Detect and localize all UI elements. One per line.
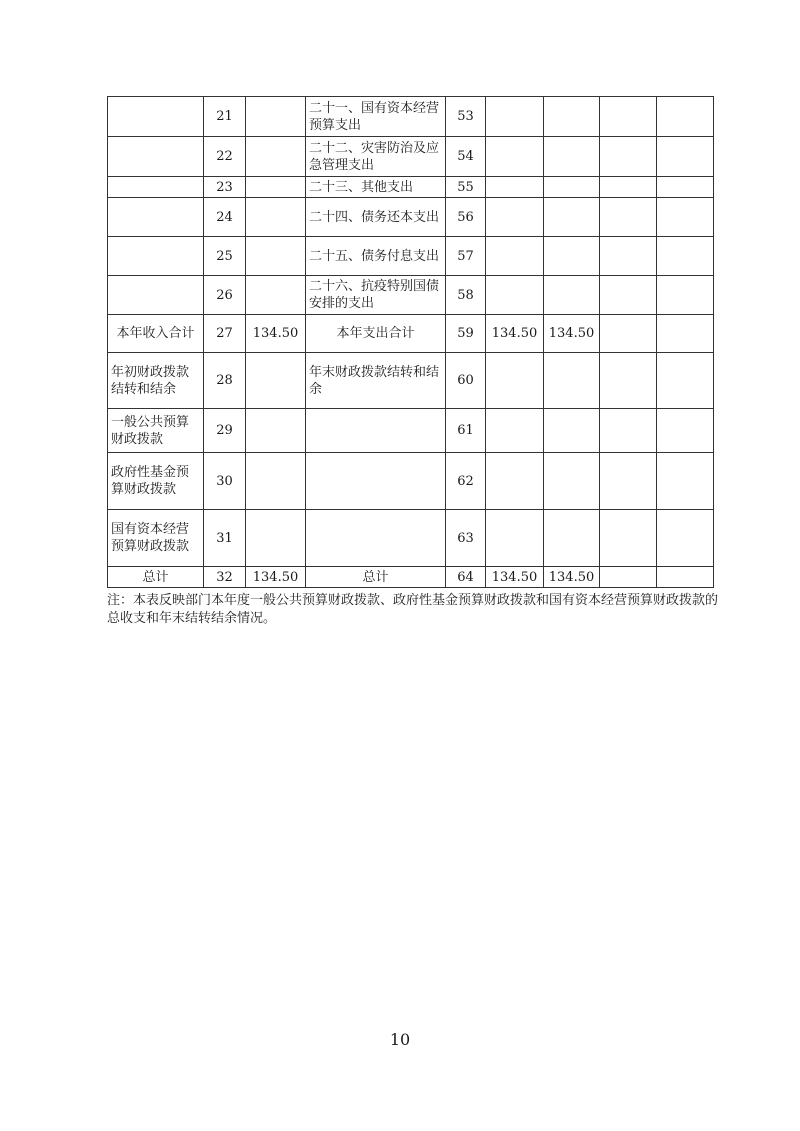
expense-line-cell: 63 xyxy=(446,510,486,567)
expense-state-capital-cell xyxy=(657,177,714,198)
expense-general-budget-cell xyxy=(544,198,600,237)
expense-line-cell: 54 xyxy=(446,137,486,177)
expense-item-cell: 二十六、抗疫特别国债安排的支出 xyxy=(306,276,446,315)
income-line-cell: 22 xyxy=(204,137,246,177)
expense-line-cell: 64 xyxy=(446,567,486,588)
income-item-cell: 一般公共预算财政拨款 xyxy=(108,409,204,453)
table-note: 注：本表反映部门本年度一般公共预算财政拨款、政府性基金预算财政拨款和国有资本经营预算财政拨款的总收支和年末结转结余情况。 xyxy=(107,593,719,626)
income-item-cell: 本年收入合计 xyxy=(108,315,204,353)
expense-total-cell xyxy=(486,177,544,198)
expense-general-budget-cell: 134.50 xyxy=(544,567,600,588)
expense-general-budget-cell xyxy=(544,510,600,567)
income-item-cell: 政府性基金预算财政拨款 xyxy=(108,453,204,510)
income-amount-cell xyxy=(246,409,306,453)
table-row xyxy=(108,137,714,177)
expense-general-budget-cell xyxy=(544,137,600,177)
table-row xyxy=(108,409,714,453)
expense-item-cell: 二十一、国有资本经营预算支出 xyxy=(306,97,446,137)
expense-line-cell: 53 xyxy=(446,97,486,137)
expense-state-capital-cell xyxy=(657,353,714,409)
expense-fund-budget-cell xyxy=(600,137,657,177)
expense-item-cell: 二十二、灾害防治及应急管理支出 xyxy=(306,137,446,177)
income-line-cell: 29 xyxy=(204,409,246,453)
expense-state-capital-cell xyxy=(657,453,714,510)
expense-line-cell: 57 xyxy=(446,237,486,276)
income-amount-cell xyxy=(246,510,306,567)
income-line-cell: 27 xyxy=(204,315,246,353)
expense-general-budget-cell xyxy=(544,353,600,409)
expense-fund-budget-cell xyxy=(600,198,657,237)
expense-item-cell xyxy=(306,510,446,567)
income-line-cell: 32 xyxy=(204,567,246,588)
expense-total-cell xyxy=(486,276,544,315)
expense-fund-budget-cell xyxy=(600,97,657,137)
expense-item-cell xyxy=(306,453,446,510)
expense-total-cell xyxy=(486,237,544,276)
expense-line-cell: 59 xyxy=(446,315,486,353)
expense-state-capital-cell xyxy=(657,97,714,137)
income-item-cell xyxy=(108,137,204,177)
income-amount-cell xyxy=(246,276,306,315)
expense-item-cell: 本年支出合计 xyxy=(306,315,446,353)
income-item-cell xyxy=(108,198,204,237)
expense-general-budget-cell xyxy=(544,453,600,510)
expense-state-capital-cell xyxy=(657,276,714,315)
income-line-cell: 23 xyxy=(204,177,246,198)
expense-fund-budget-cell xyxy=(600,237,657,276)
income-item-cell: 国有资本经营预算财政拨款 xyxy=(108,510,204,567)
expense-fund-budget-cell xyxy=(600,177,657,198)
expense-total-cell: 134.50 xyxy=(486,315,544,353)
expense-state-capital-cell xyxy=(657,409,714,453)
expense-line-cell: 55 xyxy=(446,177,486,198)
expense-item-cell: 二十五、债务付息支出 xyxy=(306,237,446,276)
expense-total-cell xyxy=(486,198,544,237)
table-row xyxy=(108,453,714,510)
expense-total-cell xyxy=(486,137,544,177)
expense-general-budget-cell xyxy=(544,97,600,137)
income-amount-cell xyxy=(246,177,306,198)
expense-general-budget-cell xyxy=(544,276,600,315)
expense-total-cell xyxy=(486,510,544,567)
expense-general-budget-cell xyxy=(544,177,600,198)
table-row xyxy=(108,177,714,198)
table-row xyxy=(108,510,714,567)
expense-line-cell: 56 xyxy=(446,198,486,237)
expense-fund-budget-cell xyxy=(600,276,657,315)
income-item-cell xyxy=(108,177,204,198)
expense-state-capital-cell xyxy=(657,198,714,237)
expense-state-capital-cell xyxy=(657,567,714,588)
income-item-cell xyxy=(108,276,204,315)
expense-total-cell xyxy=(486,409,544,453)
expense-total-cell xyxy=(486,353,544,409)
table-row xyxy=(108,276,714,315)
income-line-cell: 21 xyxy=(204,97,246,137)
income-line-cell: 24 xyxy=(204,198,246,237)
income-item-cell xyxy=(108,237,204,276)
income-line-cell: 26 xyxy=(204,276,246,315)
expense-item-cell: 二十四、债务还本支出 xyxy=(306,198,446,237)
income-amount-cell: 134.50 xyxy=(246,567,306,588)
expense-fund-budget-cell xyxy=(600,353,657,409)
expense-fund-budget-cell xyxy=(600,567,657,588)
expense-fund-budget-cell xyxy=(600,453,657,510)
table-row xyxy=(108,97,714,137)
expense-line-cell: 61 xyxy=(446,409,486,453)
table-row xyxy=(108,237,714,276)
income-item-cell xyxy=(108,97,204,137)
income-line-cell: 31 xyxy=(204,510,246,567)
budget-table-body xyxy=(108,97,714,588)
expense-general-budget-cell: 134.50 xyxy=(544,315,600,353)
table-row xyxy=(108,567,714,588)
income-amount-cell xyxy=(246,453,306,510)
expense-line-cell: 58 xyxy=(446,276,486,315)
expense-line-cell: 62 xyxy=(446,453,486,510)
income-amount-cell xyxy=(246,353,306,409)
income-amount-cell: 134.50 xyxy=(246,315,306,353)
expense-item-cell: 年末财政拨款结转和结余 xyxy=(306,353,446,409)
expense-general-budget-cell xyxy=(544,409,600,453)
income-line-cell: 30 xyxy=(204,453,246,510)
expense-state-capital-cell xyxy=(657,315,714,353)
table-row xyxy=(108,353,714,409)
page-number: 10 xyxy=(389,1030,411,1049)
expense-total-cell xyxy=(486,97,544,137)
income-line-cell: 25 xyxy=(204,237,246,276)
income-item-cell: 年初财政拨款结转和结余 xyxy=(108,353,204,409)
expense-item-cell: 总计 xyxy=(306,567,446,588)
expense-total-cell xyxy=(486,453,544,510)
table-row xyxy=(108,198,714,237)
table-row xyxy=(108,315,714,353)
income-amount-cell xyxy=(246,237,306,276)
expense-state-capital-cell xyxy=(657,137,714,177)
expense-general-budget-cell xyxy=(544,237,600,276)
expense-state-capital-cell xyxy=(657,510,714,567)
expense-fund-budget-cell xyxy=(600,315,657,353)
expense-item-cell: 二十三、其他支出 xyxy=(306,177,446,198)
expense-item-cell xyxy=(306,409,446,453)
budget-table xyxy=(107,96,714,588)
expense-total-cell: 134.50 xyxy=(486,567,544,588)
income-item-cell: 总计 xyxy=(108,567,204,588)
income-line-cell: 28 xyxy=(204,353,246,409)
expense-state-capital-cell xyxy=(657,237,714,276)
expense-fund-budget-cell xyxy=(600,409,657,453)
expense-line-cell: 60 xyxy=(446,353,486,409)
income-amount-cell xyxy=(246,97,306,137)
income-amount-cell xyxy=(246,198,306,237)
income-amount-cell xyxy=(246,137,306,177)
expense-fund-budget-cell xyxy=(600,510,657,567)
